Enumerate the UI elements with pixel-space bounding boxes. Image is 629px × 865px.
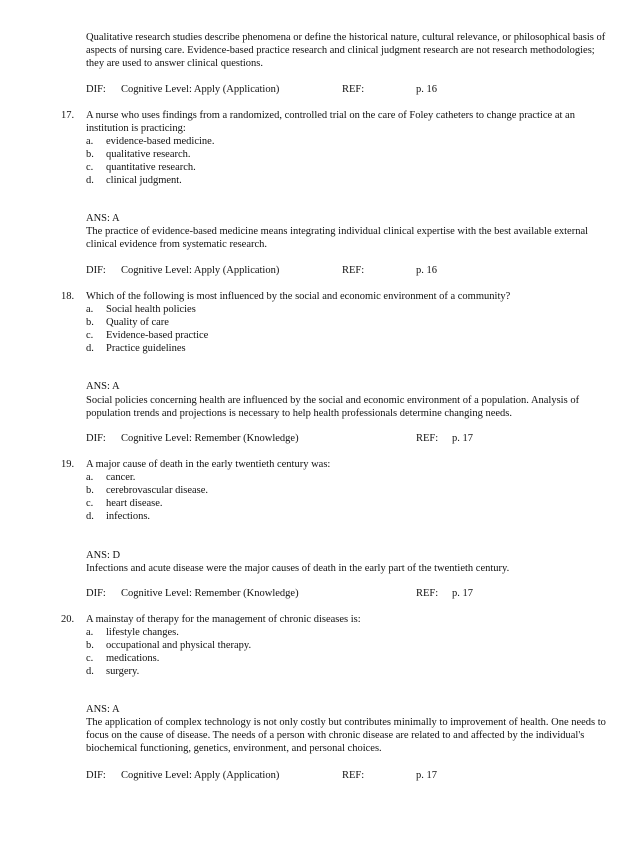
answer-key: ANS: A: [86, 213, 120, 224]
option-letter: d.: [86, 343, 94, 354]
page-ref: p. 16: [416, 84, 437, 95]
option-text: lifestyle changes.: [106, 627, 179, 638]
option-text: qualitative research.: [106, 149, 191, 160]
cognitive-level: Cognitive Level: Apply (Application): [121, 770, 280, 781]
option-text: quantitative research.: [106, 162, 196, 173]
option-item: [86, 148, 486, 161]
question-stem: Which of the following is most influenced by the social and economic environment of a community?: [86, 291, 511, 302]
option-letter: a.: [86, 304, 94, 315]
option-item: [86, 174, 486, 187]
option-item: [86, 316, 486, 329]
option-text: surgery.: [106, 666, 140, 677]
page-ref: p. 16: [416, 265, 437, 276]
option-list: [86, 471, 486, 523]
rationale: [86, 562, 606, 575]
question-number: 17.: [61, 110, 75, 121]
question-stem: A nurse who uses findings from a randomized, controlled trial on the care of Foley catheters to change practice at an institution is practicing:: [86, 110, 575, 134]
dif-label: DIF:: [86, 265, 106, 276]
answer-key: ANS: D: [86, 550, 121, 561]
option-list: [86, 303, 486, 355]
option-text: clinical judgment.: [106, 175, 182, 186]
dif-label: DIF:: [86, 588, 106, 599]
question-meta: [86, 587, 606, 600]
intro-rationale-text: Qualitative research studies describe phenomena or define the historical nature, cultural relevance, or philosophical basis of aspects of nursing care. Evidence-based practice research and clinical judgment research are not research methodologies; they are used to answer clinical questions.: [86, 32, 606, 69]
question-meta: [86, 769, 606, 782]
option-text: Evidence-based practice: [106, 330, 209, 341]
option-letter: a.: [86, 472, 94, 483]
option-item: [86, 497, 486, 510]
ref-label: REF:: [416, 588, 439, 599]
option-letter: a.: [86, 627, 94, 638]
cognitive-level: Cognitive Level: Remember (Knowledge): [121, 588, 299, 599]
ref-label: REF:: [342, 770, 365, 781]
option-letter: c.: [86, 330, 94, 341]
option-list: [86, 135, 486, 187]
answer-key: ANS: A: [86, 381, 120, 392]
answer-key: ANS: A: [86, 704, 120, 715]
option-text: occupational and physical therapy.: [106, 640, 252, 651]
option-item: [86, 510, 486, 523]
intro-meta: [86, 83, 606, 96]
option-text: Social health policies: [106, 304, 196, 315]
option-item: [86, 303, 486, 316]
option-item: [86, 471, 486, 484]
option-text: evidence-based medicine.: [106, 136, 215, 147]
question-meta: [86, 264, 606, 277]
cognitive-level: Cognitive Level: Apply (Application): [121, 265, 280, 276]
rationale-text: The application of complex technology is not only costly but contributes minimally to improvement of health. One needs to focus on the cause of disease. The needs of a person with chronic disease are related to and affected by the individual's biochemical functioning, genetics, environment, and personal choices.: [86, 717, 606, 754]
option-text: Practice guidelines: [106, 343, 186, 354]
ref-label: REF:: [416, 433, 439, 444]
option-letter: c.: [86, 162, 94, 173]
question-number: 18.: [61, 291, 75, 302]
option-text: cerebrovascular disease.: [106, 485, 209, 496]
option-text: infections.: [106, 511, 151, 522]
page-ref: p. 17: [452, 433, 473, 444]
page-ref: p. 17: [452, 588, 473, 599]
question-number: 20.: [61, 614, 75, 625]
option-text: medications.: [106, 653, 160, 664]
option-letter: a.: [86, 136, 94, 147]
option-item: [86, 639, 486, 652]
page-ref: p. 17: [416, 770, 437, 781]
intro-rationale: [86, 31, 606, 70]
question-number: 19.: [61, 459, 75, 470]
question-stem: A major cause of death in the early twentieth century was:: [86, 459, 331, 470]
dif-label: DIF:: [86, 84, 106, 95]
dif-label: DIF:: [86, 433, 106, 444]
rationale-text: The practice of evidence-based medicine means integrating individual clinical expertise with the best available external clinical evidence from systematic research.: [86, 226, 589, 250]
ref-label: REF:: [342, 265, 365, 276]
option-item: [86, 342, 486, 355]
option-letter: d.: [86, 175, 94, 186]
option-list: [86, 626, 486, 678]
rationale-text: Social policies concerning health are influenced by the social and economic environment of a population. Analysis of population trends and projections is necessary to help health professionals determine changing needs.: [86, 395, 580, 419]
rationale: [86, 716, 606, 755]
option-item: [86, 161, 486, 174]
option-text: heart disease.: [106, 498, 163, 509]
option-item: [86, 626, 486, 639]
option-item: [86, 665, 486, 678]
option-letter: c.: [86, 498, 94, 509]
option-letter: b.: [86, 149, 94, 160]
cognitive-level: Cognitive Level: Remember (Knowledge): [121, 433, 299, 444]
option-letter: b.: [86, 485, 94, 496]
option-letter: d.: [86, 666, 94, 677]
rationale: [86, 225, 606, 251]
dif-label: DIF:: [86, 770, 106, 781]
ref-label: REF:: [342, 84, 365, 95]
option-item: [86, 329, 486, 342]
option-letter: b.: [86, 317, 94, 328]
option-letter: d.: [86, 511, 94, 522]
option-item: [86, 135, 486, 148]
question-stem: A mainstay of therapy for the management of chronic diseases is:: [86, 614, 361, 625]
rationale: [86, 394, 606, 420]
option-letter: b.: [86, 640, 94, 651]
option-letter: c.: [86, 653, 94, 664]
option-item: [86, 652, 486, 665]
rationale-text: Infections and acute disease were the major causes of death in the early part of the twentieth century.: [86, 563, 510, 574]
option-item: [86, 484, 486, 497]
question-meta: [86, 432, 606, 445]
cognitive-level: Cognitive Level: Apply (Application): [121, 84, 280, 95]
option-text: cancer.: [106, 472, 136, 483]
option-text: Quality of care: [106, 317, 169, 328]
